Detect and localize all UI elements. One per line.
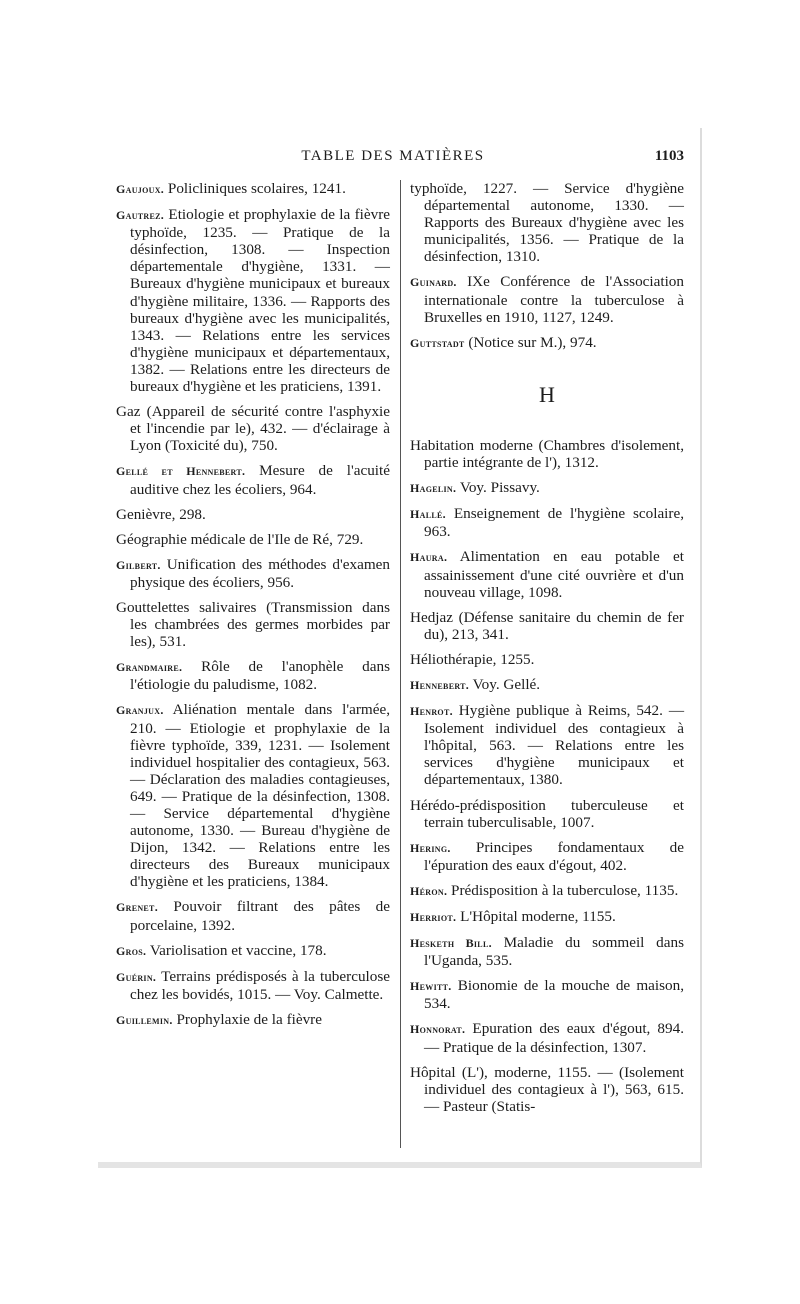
index-entry xyxy=(116,462,390,497)
index-entry xyxy=(410,1020,684,1055)
entry-text: Voy. Gellé. xyxy=(472,675,541,693)
entry-author: Guérin. xyxy=(116,969,157,984)
entry-author: Hering. xyxy=(410,840,451,855)
entry-text: Prédisposition à la tuberculose, 1135. xyxy=(451,881,679,899)
entry-author: Héron. xyxy=(410,883,448,898)
entry-text: Terrains prédisposés à la tuberculose chez les bovidés, 1015. — Voy. Calmette. xyxy=(130,967,390,1003)
index-entry xyxy=(410,702,684,788)
entry-author: Grenet. xyxy=(116,900,158,915)
index-entry xyxy=(410,908,684,926)
index-entry xyxy=(116,599,390,650)
entry-author: Guinard. xyxy=(410,275,457,290)
index-entry xyxy=(116,658,390,693)
index-entry xyxy=(410,1064,684,1115)
entry-author: Gaujoux. xyxy=(116,182,165,196)
right-column xyxy=(410,180,684,1123)
entry-text: Alimentation en eau potable et assainissement d'une cité ouvrière et d'un nouveau village, 1098. xyxy=(424,548,684,601)
entry-author: Herriot. xyxy=(410,910,457,924)
entry-author: Gellé et Hennebert. xyxy=(116,464,246,479)
entry-author: Hennebert. xyxy=(410,677,470,692)
entry-text: Héliothérapie, 1255. xyxy=(410,650,535,668)
entry-text: Pouvoir filtrant des pâtes de porcelaine, 1392. xyxy=(130,898,390,934)
entry-author: Hesketh Bill. xyxy=(410,936,492,951)
index-entry xyxy=(116,968,390,1003)
entry-author: Granjux. xyxy=(116,703,164,718)
index-page xyxy=(98,128,702,1168)
entry-text: Hérédo-prédisposition tuberculeuse et terrain tuberculisable, 1007. xyxy=(410,796,684,831)
index-entry xyxy=(116,403,390,454)
index-entry xyxy=(116,898,390,933)
section-letter: H xyxy=(539,381,555,407)
entry-author: Honnorat. xyxy=(410,1022,466,1037)
entry-author: Gros. xyxy=(116,943,147,958)
entry-text: (Notice sur M.), 974. xyxy=(468,333,597,351)
index-entry xyxy=(116,1011,390,1029)
entry-text: Géographie médicale de l'Ile de Ré, 729. xyxy=(116,530,364,548)
entry-text: Habitation moderne (Chambres d'isolement, partie intégrante de l'), 1312. xyxy=(410,436,684,472)
index-entry xyxy=(116,506,390,523)
index-entry xyxy=(410,651,684,668)
index-entry xyxy=(410,437,684,471)
right-column-h-entries xyxy=(410,437,684,1115)
index-entry xyxy=(410,334,684,352)
entry-text: Hedjaz (Défense sanitaire du chemin de fer du), 213, 341. xyxy=(410,608,684,643)
entry-text: Hôpital (L'), moderne, 1155. — (Isolement individuel des contagieux à l'), 563, 615. — Pasteur (Statis- xyxy=(410,1063,684,1115)
entry-text: Epuration des eaux d'égout, 894. — Pratique de la désinfection, 1307. xyxy=(424,1020,684,1056)
entry-text: Mesure de l'acuité auditive chez les écoliers, 964. xyxy=(130,462,390,498)
entry-text: Hygiène publique à Reims, 542. — Isolement individuel des contagieux à l'hôpital, 563. — Relations entre les services d'hygiène municipaux et départementaux, 1380. xyxy=(424,702,685,789)
column-divider xyxy=(400,180,401,1148)
right-column-g-entries xyxy=(410,180,684,352)
entry-text: IXe Conférence de l'Association internationale contre la tuberculose à Bruxelles en 1910, 1127, 1249. xyxy=(424,273,684,326)
index-entry xyxy=(116,206,390,395)
entry-author: Guillemin. xyxy=(116,1012,173,1027)
index-entry xyxy=(410,273,684,325)
entry-author: Guttstadt xyxy=(410,335,465,350)
page-header xyxy=(98,148,688,172)
index-entry xyxy=(410,882,684,900)
entry-author: Gilbert. xyxy=(116,557,161,572)
entry-text: Etiologie et prophylaxie de la fièvre typhoïde, 1235. — Pratique de la désinfection, 1308. — Inspection départementale d'hygiène, 1331. — Bureaux d'hygiène municipaux et bureaux d'hygiène militaire, 1336. — Rapports des bureaux d'hygiène avec les municipalités, 1343. — Relations entre les services d'hygiène municipaux et départementaux, 1382. — Relations entre les directeurs de bureaux d'hygiène et les praticiens, 1391. xyxy=(130,206,390,396)
entry-text: Aliénation mentale dans l'armée, 210. — Etiologie et prophylaxie de la fièvre typhoïde, 339, 1231. — Isolement individuel hospitalier des contagieux, 563. — Déclaration des maladies contagieuses, 649. — Pratique de la désinfection, 1308. — Service départemental d'hygiène autonome, 1330. — Bureau d'hygiène de Dijon, 1342. — Relations entre les directeurs des Bureaux municipaux d'hygiène et les praticiens, 1384. xyxy=(130,701,390,891)
entry-text: Genièvre, 298. xyxy=(116,505,206,523)
entry-text: Voy. Pissavy. xyxy=(459,479,540,497)
entry-text: typhoïde, 1227. — Service d'hygiène départemental autonome, 1330. — Rapports des Bureaux d'hygiène avec les municipalités, 1356. — Pratique de la désinfection, 1310. xyxy=(410,180,684,266)
entry-text: L'Hôpital moderne, 1155. xyxy=(460,908,616,925)
entry-text: Rôle de l'anophèle dans l'étiologie du paludisme, 1082. xyxy=(130,658,390,694)
entry-text: Gaz (Appareil de sécurité contre l'asphyxie et l'incendie par le), 432. — d'éclairage à Lyon (Toxicité du), 750. xyxy=(116,403,390,455)
entry-text: Unification des méthodes d'examen physique des écoliers, 956. xyxy=(130,555,390,591)
index-entry xyxy=(410,977,684,1012)
entry-author: Henrot. xyxy=(410,704,453,719)
entry-text: Principes fondamentaux de l'épuration des eaux d'égout, 402. xyxy=(424,838,685,874)
entry-text: Maladie du sommeil dans l'Uganda, 535. xyxy=(424,934,684,970)
entry-author: Hewitt. xyxy=(410,979,452,994)
entry-author: Haura. xyxy=(410,550,448,565)
entry-text: Enseignement de l'hygiène scolaire, 963. xyxy=(424,505,684,541)
index-entry xyxy=(410,934,684,969)
left-column xyxy=(116,180,390,1037)
entry-text: Bionomie de la mouche de maison, 534. xyxy=(424,977,685,1013)
index-entry xyxy=(116,556,390,591)
entry-author: Grandmaire. xyxy=(116,660,183,675)
index-entry xyxy=(410,609,684,643)
index-entry xyxy=(410,839,684,874)
entry-author: Hagelin. xyxy=(410,481,457,496)
entry-author: Hallé. xyxy=(410,507,446,522)
entry-text: Gouttelettes salivaires (Transmission dans les chambrées des germes morbides par les), 531. xyxy=(116,598,390,651)
running-title: TABLE DES MATIÈRES xyxy=(301,148,485,164)
index-entry xyxy=(410,548,684,600)
index-entry xyxy=(410,505,684,540)
index-entry xyxy=(116,531,390,548)
entry-author: Gautrez. xyxy=(116,208,165,223)
index-entry xyxy=(410,676,684,694)
index-entry xyxy=(116,942,390,960)
index-entry xyxy=(410,479,684,497)
entry-text: Variolisation et vaccine, 178. xyxy=(149,941,327,959)
index-entry xyxy=(410,797,684,831)
index-entry xyxy=(410,180,684,265)
entry-text: Prophylaxie de la fièvre xyxy=(176,1010,322,1028)
index-entry xyxy=(116,180,390,198)
page-number: 1103 xyxy=(654,148,684,164)
index-entry xyxy=(116,701,390,890)
entry-text: Policliniques scolaires, 1241. xyxy=(167,180,346,197)
